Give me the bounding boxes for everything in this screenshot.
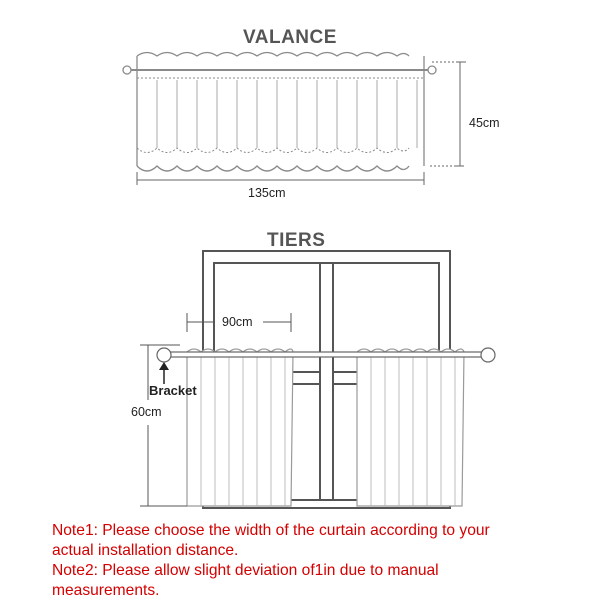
valance-rod-end-right: [428, 66, 436, 74]
right-tier-curtain: [357, 349, 464, 506]
valance-drawing: [123, 53, 436, 172]
notes: [52, 521, 582, 601]
tier-width-label: 90cm: [222, 315, 253, 329]
valance-width-label: 135cm: [248, 186, 286, 200]
valance-height-dimension: [430, 62, 466, 166]
left-tier-curtain: [187, 349, 293, 506]
valance-width-dimension: [137, 172, 424, 185]
valance-title: VALANCE: [243, 27, 337, 48]
note1-line1: Note1: Please choose the width of the curtain according to your: [52, 522, 490, 539]
valance-rod-end-left: [123, 66, 131, 74]
tiers-title: TIERS: [267, 230, 326, 251]
tier-height-label: 60cm: [131, 405, 162, 419]
valance-folds: [157, 80, 417, 148]
valance-bottom-edge: [137, 166, 409, 171]
bracket-arrow: [159, 362, 169, 384]
tier-rod-finial-right: [481, 348, 495, 362]
bracket-label: Bracket: [149, 383, 197, 398]
note2-line2: measurements.: [52, 582, 160, 599]
valance-hem-line: [137, 148, 409, 153]
tier-rod-finial-left: [157, 348, 171, 362]
valance-height-label: 45cm: [469, 116, 500, 130]
valance-top-edge: [137, 53, 409, 57]
note1-line2: actual installation distance.: [52, 542, 239, 559]
note2-line1: Note2: Please allow slight deviation of1in due to manual: [52, 562, 439, 579]
